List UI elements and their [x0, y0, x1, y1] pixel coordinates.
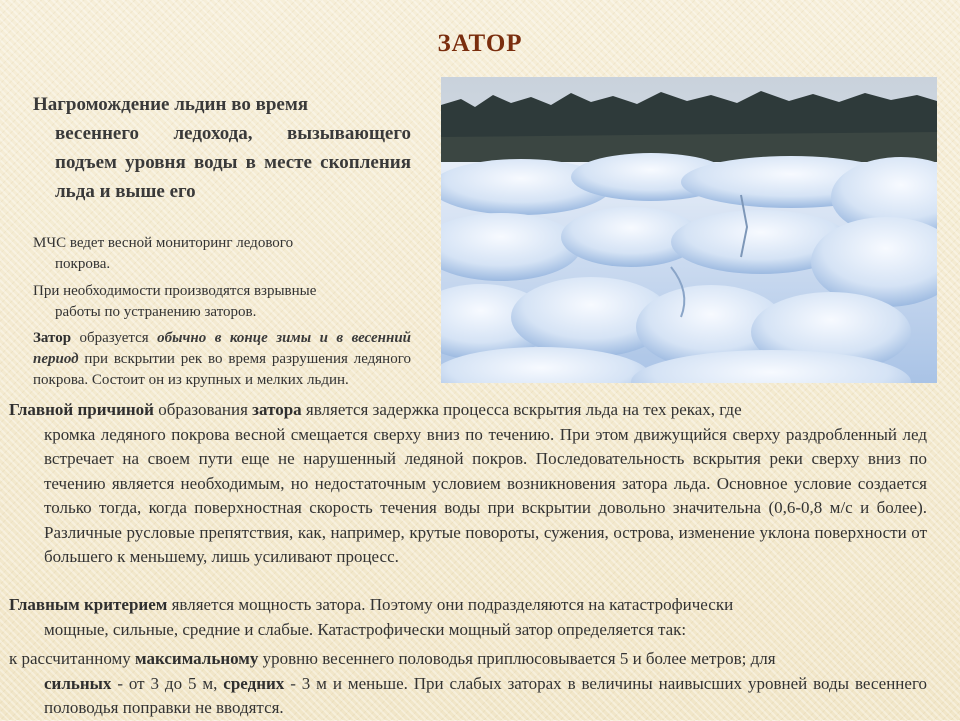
criterion-rest: мощные, сильные, средние и слабые. Катастрофически мощный затор определяется так: [44, 619, 687, 639]
intro-rest: весеннего ледохода, вызывающего подъем уровня воды в месте скопления льда и выше его [55, 123, 411, 202]
zator-text-2: при вскрытии рек во время разрушения ледяного покрова. Состоит он из крупных и мелких льдин. [33, 351, 411, 388]
zator-text-1: образуется [71, 330, 158, 346]
calc-max-term: максимальному [135, 649, 259, 668]
main-text-1: образования [153, 400, 253, 419]
calc-text-2: уровню весеннего половодья приплюсовывается 5 и более метров; для [258, 649, 776, 668]
zator-period: обычно в конце зимы и в весенний период [33, 330, 412, 367]
ice-jam-photo [441, 77, 937, 383]
criterion-paragraph [9, 593, 927, 642]
zator-term: Затор [33, 330, 72, 346]
calc-text-4: - 3 м и меньше. При слабых заторах в величины наивысших уровней воды весеннего половодья поправки не вводятся. [44, 673, 927, 717]
calc-paragraph [9, 647, 927, 721]
zator-paragraph [33, 328, 411, 391]
calc-rest [9, 672, 927, 721]
intro-definition [33, 90, 411, 206]
criterion-term: Главным критерием [9, 595, 168, 614]
main-zator-term: затора [252, 400, 302, 419]
main-cause-paragraph [9, 398, 927, 570]
calc-medium-term: средних [223, 673, 285, 693]
blast-line-1: При необходимости производятся взрывные [33, 283, 317, 299]
calc-text-3: - от 3 до 5 м, [111, 673, 224, 693]
main-rest: кромка ледяного покрова весной смещается сверху вниз по течению. При этом движущийся сверху раздробленный лед встречает на своем пути еще не нарушенный ледяной покров. Последовательность вскрытия реки сверху вниз по течению является необходимым, но недостаточным условием возникновения затора льда. Основное условие создается только тогда, когда поверхностная скорость течения воды при вскрытии довольно значительна (0,6-0,8 м/с и более). Различные русловые препятствия, как, например, крутые повороты, сужения, острова, изменение уклона поверхности от большего к меньшему, лишь усиливают процесс. [44, 424, 927, 566]
blast-rest: работы по устранению заторов. [55, 304, 257, 320]
blast-paragraph [33, 281, 411, 323]
mchs-line-1: МЧС ведет весной мониторинг ледового [33, 235, 294, 251]
criterion-text-1: является мощность затора. Поэтому они подразделяются на катастрофически [167, 595, 734, 614]
main-cause-term: Главной причиной [9, 400, 154, 419]
calc-strong-term: сильных [44, 673, 112, 693]
mchs-rest: покрова. [55, 256, 111, 272]
main-text-2: является задержка процесса вскрытия льда на тех реках, где [301, 400, 742, 419]
slide-title: ЗАТОР [437, 30, 523, 57]
intro-line-1: Нагромождение льдин во время [33, 94, 309, 115]
mchs-paragraph [33, 233, 411, 275]
calc-text-1: к рассчитанному [9, 649, 136, 668]
